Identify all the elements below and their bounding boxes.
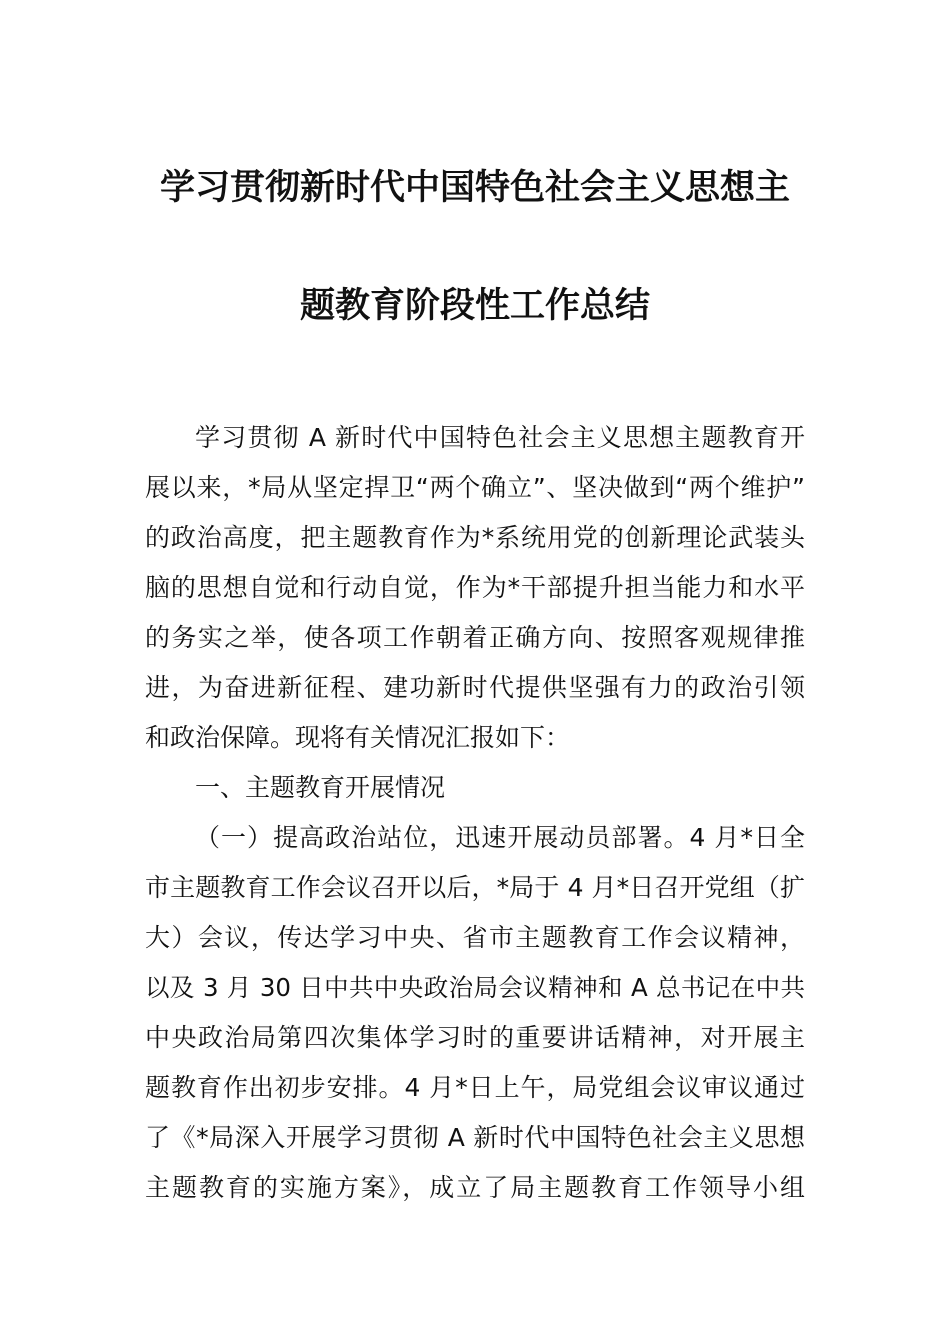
paragraph-line: 主题教育的实施方案》，成立了局主题教育工作领导小组: [145, 1173, 805, 1202]
paragraph-line: 展以来，*局从坚定捍卫“两个确立”、坚决做到“两个维护”: [145, 473, 805, 502]
paragraph-line: 的政治高度，把主题教育作为*系统用党的创新理论武装头: [145, 523, 805, 552]
paragraph-line: （一）提高政治站位，迅速开展动员部署。4 月*日全: [195, 823, 805, 852]
paragraph-line: 和政治保障。现将有关情况汇报如下：: [145, 723, 571, 752]
paragraph-line: 大）会议，传达学习中央、省市主题教育工作会议精神，: [145, 923, 805, 952]
section-heading: 一、主题教育开展情况: [195, 773, 446, 802]
paragraph-line: 脑的思想自觉和行动自觉，作为*干部提升担当能力和水平: [145, 573, 805, 602]
document-title-line-1: 学习贯彻新时代中国特色社会主义思想主: [159, 168, 790, 208]
paragraph-line: 学习贯彻 A 新时代中国特色社会主义思想主题教育开: [195, 423, 805, 452]
paragraph-line: 了《*局深入开展学习贯彻 A 新时代中国特色社会主义思想: [145, 1123, 805, 1152]
paragraph-line: 中央政治局第四次集体学习时的重要讲话精神，对开展主: [145, 1023, 805, 1052]
paragraph-line: 进，为奋进新征程、建功新时代提供坚强有力的政治引领: [145, 673, 805, 702]
paragraph-line: 以及 3 月 30 日中共中央政治局会议精神和 A 总书记在中共: [145, 973, 805, 1002]
document-title-line-2: 题教育阶段性工作总结: [299, 286, 650, 326]
paragraph-line: 的务实之举，使各项工作朝着正确方向、按照客观规律推: [145, 623, 805, 652]
paragraph-line: 市主题教育工作会议召开以后，*局于 4 月*日召开党组（扩: [145, 873, 805, 902]
paragraph-line: 题教育作出初步安排。4 月*日上午，局党组会议审议通过: [145, 1073, 805, 1102]
